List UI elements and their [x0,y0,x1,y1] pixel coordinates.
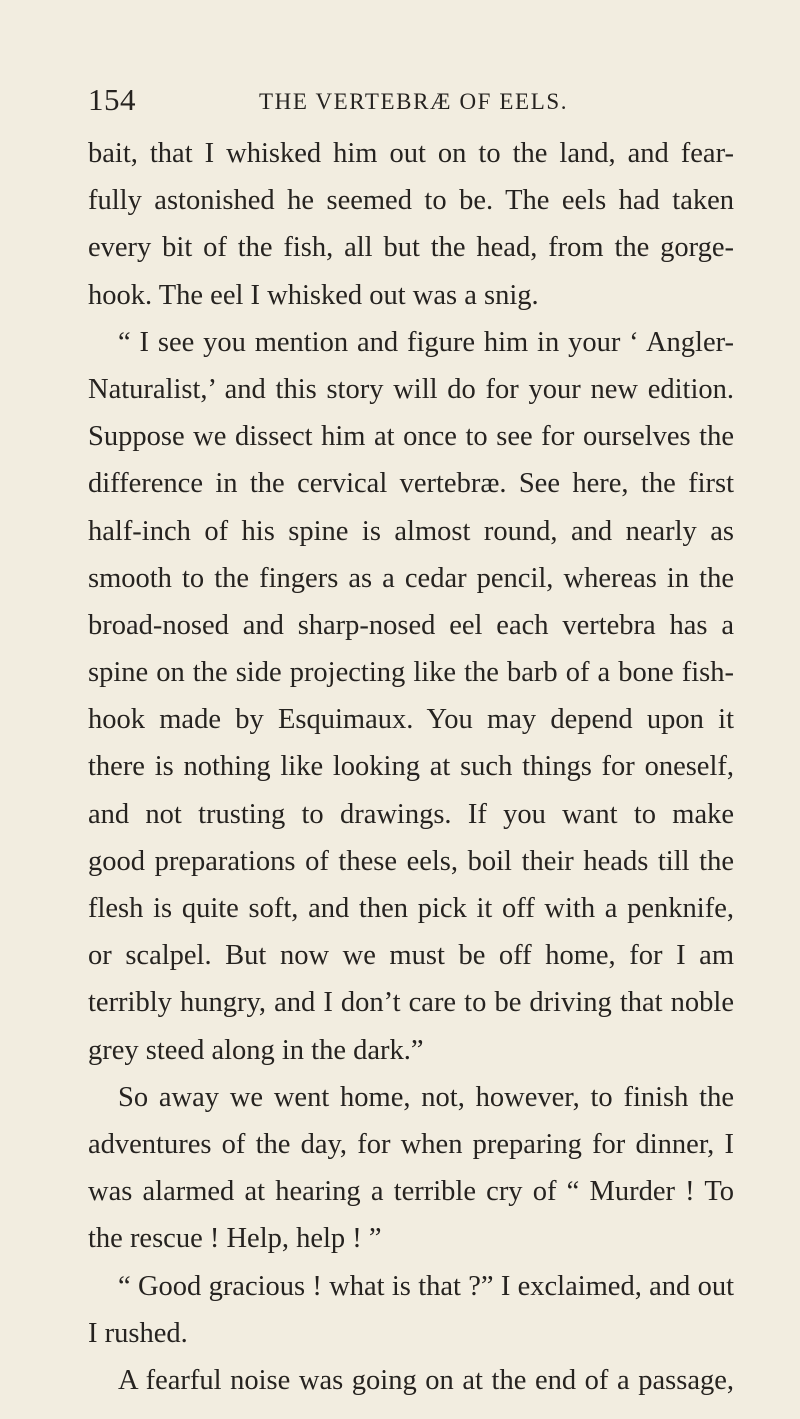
text-line: So away we went home, not, however, to finish the [118,1081,734,1113]
text-line: fully astonished he seemed to be. The eels had taken [88,185,734,217]
running-head: THE VERTEBRÆ OF EELS. [259,89,569,114]
text-line: bait, that I whisked him out on to the land, and fear- [88,138,734,169]
text-line: or scalpel. But now we must be off home, for I am [88,940,734,972]
text-line: there is nothing like looking at such things for oneself, [88,751,734,783]
text-line: adventures of the day, for when preparing for dinner, I [88,1128,734,1160]
text-line: and not trusting to drawings. If you want to make [88,798,734,830]
text-line: the rescue ! Help, help ! ” [88,1223,382,1255]
text-line: A fearful noise was going on at the end of a passage, [118,1364,734,1396]
body-text [88,130,734,1404]
text-line: hook made by Esquimaux. You may depend upon it [88,704,734,736]
text-line: every bit of the fish, all but the head, from the gorge- [88,232,734,264]
page-number: 154 [88,82,136,117]
text-line: Naturalist,’ and this story will do for your new edition. [88,373,734,405]
text-line: grey steed along in the dark.” [88,1034,424,1066]
text-line: flesh is quite soft, and then pick it off with a penknife, [88,893,734,924]
text-line: I rushed. [88,1317,188,1349]
text-line: was alarmed at hearing a terrible cry of “ Murder ! To [88,1176,734,1208]
text-line: broad-nosed and sharp-nosed eel each vertebra has a [88,609,734,641]
text-line: terribly hungry, and I don’t care to be driving that noble [88,987,734,1019]
text-line: difference in the cervical vertebræ. See here, the first [88,468,734,500]
text-line: “ Good gracious ! what is that ?” I exclaimed, and out [118,1270,734,1302]
text-line: smooth to the fingers as a cedar pencil, whereas in the [88,562,734,594]
text-line: Suppose we dissect him at once to see for ourselves the [88,421,734,453]
text-line: spine on the side projecting like the barb of a bone fish- [88,657,734,689]
page-header [88,78,728,122]
text-line: half-inch of his spine is almost round, and nearly as [88,515,734,547]
text-line: hook. The eel I whisked out was a snig. [88,279,539,311]
text-line: good preparations of these eels, boil their heads till the [88,845,734,877]
text-line: “ I see you mention and figure him in your ‘ Angler- [118,326,734,358]
